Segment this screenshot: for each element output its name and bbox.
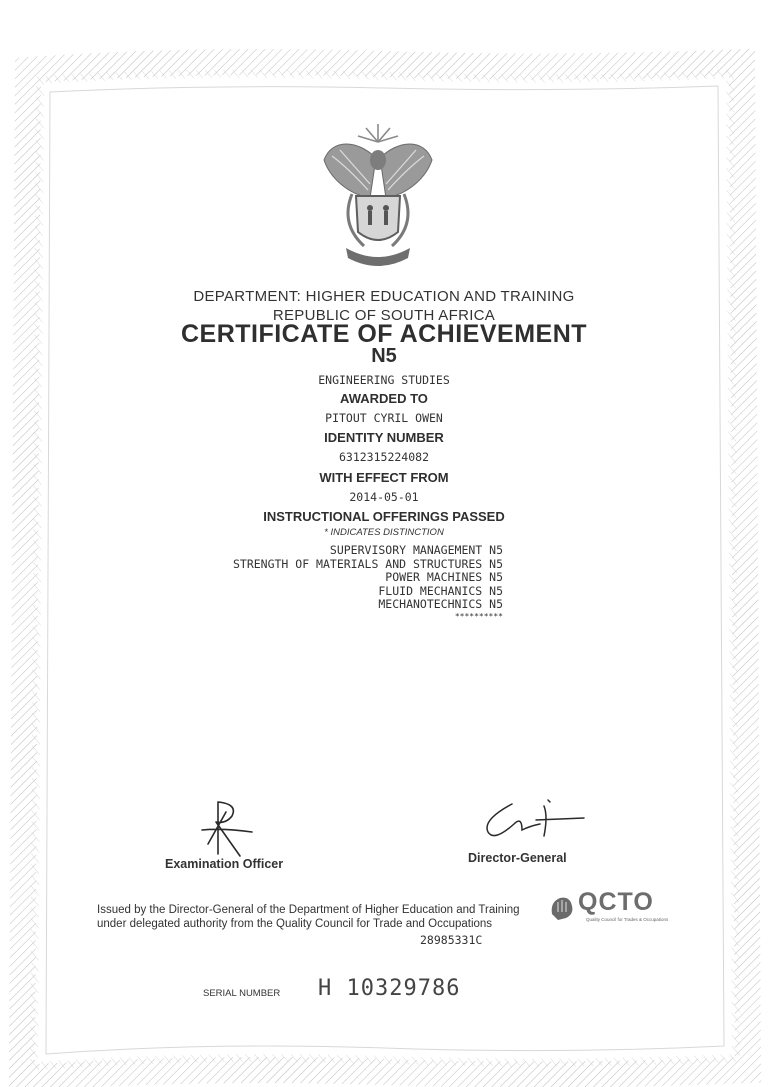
identity-number-label: IDENTITY NUMBER — [324, 430, 444, 445]
identity-number-value: 6312315224082 — [338, 450, 429, 464]
qcto-wordmark: QCTO — [578, 888, 654, 916]
examination-officer-signature — [192, 798, 262, 860]
serial-number-label: SERIAL NUMBER — [203, 988, 281, 999]
subject-item: SUPERVISORY MANAGEMENT N5 — [329, 543, 503, 557]
awarded-to-label: AWARDED TO — [340, 391, 428, 406]
subject-item: POWER MACHINES N5 — [385, 570, 503, 584]
qcto-tagline: Quality Council for Trades & Occupations — [586, 917, 669, 922]
certificate-reference: 28985331C — [420, 933, 483, 947]
subjects-list — [233, 544, 503, 622]
certificate-title: CERTIFICATE OF ACHIEVEMENT — [180, 320, 588, 348]
issued-line-2: under delegated authority from the Quality Council for Trade and Occupations — [97, 918, 493, 930]
field-of-study: ENGINEERING STUDIES — [318, 373, 450, 387]
issued-statement — [97, 903, 520, 931]
serial-number-value: H 10329786 — [318, 976, 461, 1001]
qcto-logo — [548, 888, 698, 932]
republic-heading: REPUBLIC OF SOUTH AFRICA — [272, 307, 496, 324]
certificate-level: N5 — [371, 345, 397, 367]
director-general-signature — [478, 786, 588, 846]
distinction-note: * INDICATES DISTINCTION — [324, 527, 444, 538]
awardee-name: PITOUT CYRIL OWEN — [325, 411, 443, 425]
director-general-label: Director-General — [468, 851, 567, 865]
effect-date-label: WITH EFFECT FROM — [319, 470, 449, 485]
subject-item: FLUID MECHANICS N5 — [378, 583, 503, 598]
end-marker: ********** — [454, 611, 503, 621]
qcto-hand-icon — [548, 892, 576, 922]
offerings-label: INSTRUCTIONAL OFFERINGS PASSED — [263, 509, 505, 524]
subject-item: MECHANOTECHNICS N5 — [378, 597, 503, 611]
examination-officer-label: Examination Officer — [165, 857, 284, 871]
effect-date-value: 2014-05-01 — [349, 490, 419, 504]
coat-of-arms-emblem — [318, 120, 438, 270]
department-heading: DEPARTMENT: HIGHER EDUCATION AND TRAINING — [193, 288, 575, 305]
subject-item: STRENGTH OF MATERIALS AND STRUCTURES N5 — [232, 556, 503, 571]
issued-line-1: Issued by the Director-General of the Department of Higher Education and Training — [97, 904, 520, 916]
